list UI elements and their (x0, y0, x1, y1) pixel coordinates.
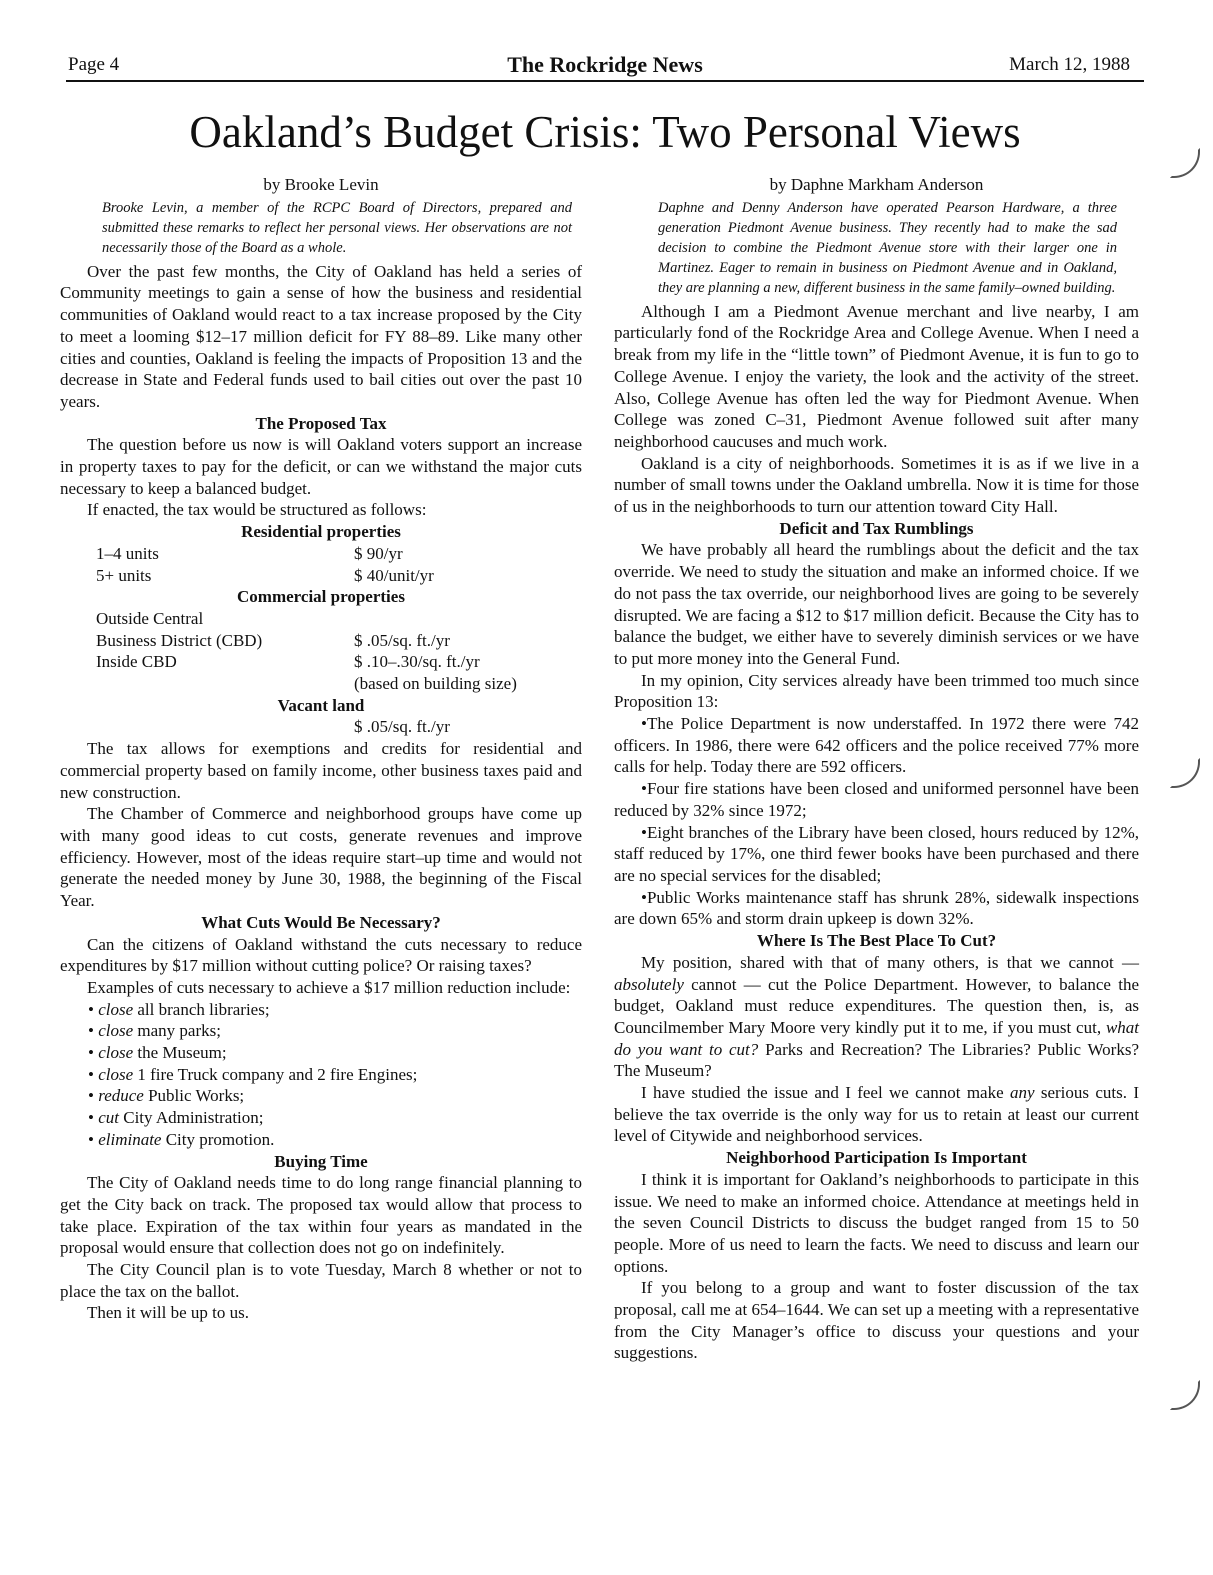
left-paragraph: Over the past few months, the City of Oakland has held a series of Community meetings to gain a sense of how the business and residential communities of Oakland would react to a tax increase proposed by the City to meet a looming $12–17 million deficit for FY 88–89. Like many other cities and counties, Oakland is feeling the impacts of Proposition 13 and the decrease in State and Federal funds used to bail cities out over the past 10 years. (60, 261, 582, 411)
rate-value: $ 40/unit/yr (354, 565, 434, 585)
rate-label (96, 673, 354, 695)
cut-text: 1 fire Truck company and 2 fire Engines; (133, 1064, 418, 1084)
cut-text: City Administration; (118, 1108, 264, 1128)
rate-value: $ .10–.30/sq. ft./yr (354, 652, 480, 672)
left-paragraph: Examples of cuts necessary to achieve a $17 million reduction include: (87, 977, 571, 997)
subheading-commercial: Commercial properties (237, 587, 405, 607)
left-paragraph: If enacted, the tax would be structured as follows: (87, 500, 427, 520)
cut-text: the Museum; (133, 1043, 227, 1063)
rate-row (60, 630, 582, 652)
right-paragraph: •Public Works maintenance staff has shrunk 28%, sidewalk inspections are down 65% and storm drain upkeep is down 32%. (614, 887, 1139, 929)
headline: Oakland’s Budget Crisis: Two Personal Views (189, 107, 1021, 157)
list-item (88, 1042, 582, 1064)
left-intro: Brooke Levin, a member of the RCPC Board of Directors, prepared and submitted these remarks to reflect her personal views. Her observations are not necessarily those of the Board as a whole. (102, 199, 572, 256)
rate-value: (based on building size) (354, 674, 517, 694)
list-item (88, 1107, 582, 1129)
rate-label: 5+ units (96, 565, 152, 585)
text-run: I have studied the issue and I feel we cannot make (641, 1083, 1010, 1103)
rate-row (60, 543, 582, 565)
rate-label: Outside Central (96, 608, 204, 628)
cut-verb: close (98, 1064, 134, 1084)
right-paragraph: •The Police Department is now understaffed. In 1972 there were 742 officers. In 1986, there were 642 officers and the police received 77% more calls for help. Today there are 592 officers. (614, 714, 1139, 777)
newspaper-name: The Rockridge News (507, 52, 703, 77)
right-paragraph: •Four fire stations have been closed and uniformed personnel have been reduced by 32% since 1972; (614, 779, 1139, 820)
text-run: cannot — cut the Police Department. However, to balance the budget, Oakland must reduce expenditures. The question then, is, as Councilmember Mary Moore very kindly put it to me, if you must cut, (614, 974, 1139, 1037)
left-paragraph: Then it will be up to us. (87, 1303, 249, 1323)
subheading-buying-time: Buying Time (274, 1151, 368, 1171)
binder-hole-mark (1170, 758, 1200, 788)
binder-hole-mark (1170, 148, 1200, 178)
subheading-cuts: What Cuts Would Be Necessary? (201, 912, 441, 932)
rate-label: Business District (CBD) (96, 630, 263, 650)
left-paragraph: The tax allows for exemptions and credits for residential and commercial property based on family income, other business taxes paid and new construction. (60, 739, 582, 802)
subheading-participation: Neighborhood Participation Is Important (726, 1148, 1027, 1168)
cuts-list (60, 999, 582, 1151)
cut-verb: eliminate (98, 1129, 162, 1149)
left-paragraph: The Chamber of Commerce and neighborhood groups have come up with many good ideas to cut costs, generate revenues and improve efficiency. However, most of the ideas require start–up time and would not generate the needed money by June 30, 1988, the beginning of the Fiscal Year. (60, 804, 582, 911)
list-item (88, 1085, 582, 1107)
rate-value: $ .05/sq. ft./yr (354, 630, 450, 650)
text-run-italic: absolutely (614, 974, 684, 994)
list-item (88, 1020, 582, 1042)
cut-text: many parks; (133, 1021, 221, 1041)
left-paragraph: The City of Oakland needs time to do long range financial planning to get the City back on track. The proposed tax would allow that process to take place. Expiration of the tax within four years as mandated in the proposal would ensure that collection does not go on indefinitely. (60, 1173, 582, 1258)
rate-value: $ 90/yr (354, 543, 403, 563)
rate-row (60, 565, 582, 587)
subheading-vacant: Vacant land (277, 695, 365, 715)
text-run: Parks and Recreation? The Libraries? Public Works? The Museum? (614, 1039, 1139, 1081)
right-paragraph: In my opinion, City services already have been trimmed too much since Proposition 13: (614, 670, 1139, 712)
masthead (66, 54, 1144, 82)
right-paragraph (614, 1082, 1139, 1147)
right-column (614, 174, 1139, 1364)
right-byline: by Daphne Markham Anderson (769, 175, 984, 194)
list-item (88, 1129, 582, 1151)
cut-verb: cut (98, 1108, 119, 1128)
right-paragraph: We have probably all heard the rumblings about the deficit and the tax override. We need to study the situation and make an informed choice. If we do not pass the tax override, our neighborhood lives are going to be severely disrupted. We are facing a $12 to $17 million deficit. Because the City has to balance the budget, we either have to severely diminish services or we have to put more money into the General Fund. (614, 540, 1139, 668)
left-paragraph: The City Council plan is to vote Tuesday, March 8 whether or not to place the tax on the ballot. (60, 1260, 582, 1301)
right-paragraph: Although I am a Piedmont Avenue merchant and live nearby, I am particularly fond of the Rockridge Area and College Avenue. When I need a break from my life in the “little town” of Piedmont Avenue, it is fun to go to College Avenue. I enjoy the variety, the look and the activity of the street. Also, College Avenue has often led the way for Piedmont Avenue. When College was zoned C–31, Piedmont Avenue followed suit after many neighborhood caucuses and much work. (614, 301, 1139, 451)
right-paragraph: Oakland is a city of neighborhoods. Sometimes it is as if we live in a number of small towns under the Oakland umbrella. Now it is time for those of us in the neighborhoods to turn our attention toward City Hall. (614, 453, 1139, 517)
text-run: serious cuts. I believe the tax override is the only way for us to retain at least our current level of Citywide and neighborhood services. (614, 1083, 1139, 1146)
rate-row (60, 716, 582, 738)
subheading-residential: Residential properties (241, 522, 401, 542)
cut-verb: close (98, 999, 134, 1019)
cut-text: all branch libraries; (133, 999, 270, 1019)
binder-hole-mark (1170, 1380, 1200, 1410)
rate-value (354, 608, 582, 630)
left-paragraph: The question before us now is will Oakland voters support an increase in property taxes to pay for the deficit, or can we withstand the major cuts necessary to keep a balanced budget. (60, 435, 582, 498)
rate-label (96, 716, 354, 738)
left-byline: by Brooke Levin (263, 175, 379, 194)
rate-label: Inside CBD (96, 652, 177, 672)
rate-label: 1–4 units (96, 543, 159, 563)
cut-verb: close (98, 1043, 134, 1063)
subheading-proposed-tax: The Proposed Tax (255, 413, 387, 433)
list-item (88, 1064, 582, 1086)
cut-text: Public Works; (143, 1086, 245, 1106)
rate-value: $ .05/sq. ft./yr (354, 717, 450, 737)
text-run: My position, shared with that of many others, is that we cannot — (641, 952, 1139, 972)
text-run-italic: what do you want to cut? (614, 1017, 1139, 1059)
subheading-deficit: Deficit and Tax Rumblings (779, 518, 974, 538)
list-item (88, 999, 582, 1021)
left-column (60, 174, 582, 1324)
text-run-italic: any (1009, 1083, 1035, 1103)
right-intro: Daphne and Denny Anderson have operated Pearson Hardware, a three generation Piedmont Avenue business. They recently had to make the sad decision to combine the Piedmont Avenue store with their larger one in Martinez. Eager to remain in business on Piedmont Avenue and in Oakland, they are planning a new, different business in the same family–owned building. (658, 199, 1117, 296)
right-paragraph: If you belong to a group and want to foster discussion of the tax proposal, call me at 654–1644. We can set up a meeting with a representative from the City Manager’s office to discuss your questions and your suggestions. (614, 1278, 1139, 1363)
right-paragraph (614, 952, 1139, 1082)
rate-row (60, 608, 582, 630)
cut-verb: close (98, 1021, 134, 1041)
left-paragraph: Can the citizens of Oakland withstand the cuts necessary to reduce expenditures by $17 million without cutting police? Or raising taxes? (60, 934, 582, 976)
page-number: Page 4 (68, 54, 120, 75)
right-paragraph: I think it is important for Oakland’s neighborhoods to participate in this issue. We need to make an informed choice. Attendance at meetings held in the seven Council Districts to discuss the budget ranged from 15 to 50 people. More of us need to learn the facts. We need to discuss and learn our options. (614, 1169, 1139, 1276)
rate-row (60, 651, 582, 673)
rate-row (60, 673, 582, 695)
right-paragraph: •Eight branches of the Library have been closed, hours reduced by 12%, staff reduced by 17%, one third fewer books have been purchased and there are no special services for the disabled; (614, 822, 1139, 885)
issue-date: March 12, 1988 (1009, 54, 1130, 75)
cut-text: City promotion. (161, 1129, 275, 1149)
subheading-best-place: Where Is The Best Place To Cut? (756, 931, 997, 951)
cut-verb: reduce (98, 1086, 144, 1106)
